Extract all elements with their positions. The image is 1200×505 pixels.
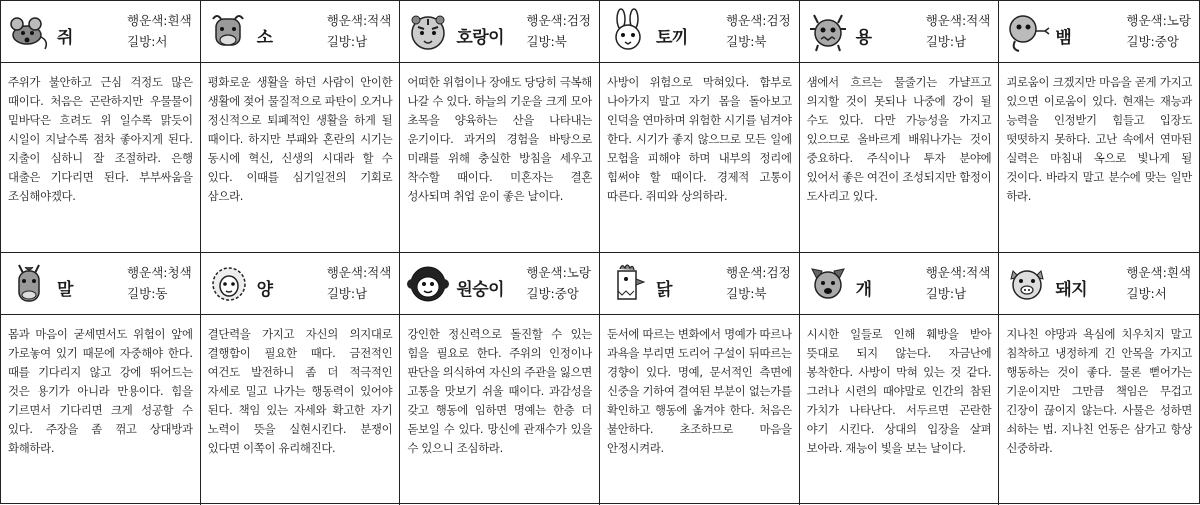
lucky-direction: 남 [355,34,368,49]
rabbit-icon [604,7,652,55]
fortune-text: 결단력을 가지고 자신의 의지대로 결행함이 필요한 때다. 금전적인 여건도 발전하니 좀 더 적극적인 자세로 밀고 나가는 행동력이 있어야 된다. 책임 있는 자세와 확고한 자기 노력이 뜻을 실현시킨다. 분쟁이 있다면 이쪽이 유리해진다. [207,327,393,455]
lucky-direction: 남 [355,286,368,301]
zodiac-card-rabbit [600,1,800,253]
zodiac-card-dragon [800,1,1000,253]
dog-icon [804,259,852,307]
luck-info: 행운색:검정 길방:북 [526,13,591,49]
luck-info: 행운색:적색 길방:남 [925,13,991,49]
animal-name: 용 [855,28,872,48]
animal-name: 원숭이 [456,280,505,300]
zodiac-card-rat [1,1,201,253]
animal-name: 호랑이 [456,28,505,48]
fortune-text: 둔서에 따르는 변화에서 명예가 따르나 과욕을 부리면 도리어 구설이 뒤따르는 경향이 있다. 명예, 문서적인 측면에 신중을 기하여 결여된 부분이 없는가를 확인하고 행동에 옮겨야 한다. 처음은 불안하다. 초조하므로 마음을 안정시켜라. [607,327,792,455]
animal-name: 돼지 [1055,280,1088,300]
fortune-text: 사방이 위험으로 막혀있다. 함부로 나아가지 말고 자기 몸을 돌아보고 인덕을 연마하며 위험한 시기를 넘겨야 한다. 시기가 좋지 않으므로 모든 일에 모험을 피해야 하며 내부의 정리에 힘써야 할 때이다. 경제적 고통이 따른다. 쥐띠와 상의하라. [607,75,792,203]
monkey-icon [404,259,452,307]
animal-name: 닭 [656,280,672,300]
zodiac-card-dog [800,253,1000,505]
sheep-icon [205,259,253,307]
lucky-direction: 서 [155,34,168,49]
card-header [800,1,999,63]
zodiac-card-ox [201,1,401,253]
card-header [999,1,1199,63]
luck-info: 행운색:흰색 길방:서 [127,13,192,49]
fortune-text: 강인한 정신력으로 돌진할 수 있는 힘을 필요로 한다. 주위의 인정이나 판단을 의식하여 자신의 주관을 잃으면 고통을 맛보기 쉬울 때이다. 과감성을 갖고 행동에 임하면 명예는 한층 더 돋보일 수 있다. 망신에 관재수가 있을 수 있으니 조심하라. [407,327,592,455]
lucky-direction: 중앙 [554,286,579,301]
luck-info: 행운색:노랑 길방:중앙 [526,265,591,301]
card-header [600,1,799,63]
lucky-direction: 북 [754,286,767,301]
lucky-color: 노랑 [566,265,591,280]
card-header [1,1,200,63]
card-header [201,1,400,63]
snake-icon [1003,7,1051,55]
zodiac-card-monkey [400,253,600,505]
card-header [201,253,400,315]
lucky-direction: 서 [1154,286,1167,301]
card-header [800,253,999,315]
luck-info: 행운색:적색 길방:남 [326,13,392,49]
ox-icon [205,7,253,55]
pig-icon [1003,259,1051,307]
zodiac-card-horse [1,253,201,505]
animal-name: 말 [57,280,73,300]
fortune-text: 어떠한 위험이나 장애도 당당히 극복해 나갈 수 있다. 하늘의 기운을 크게 모아 초목을 양육하는 산을 나타내는 운기이다. 과거의 경험을 바탕으로 미래를 위해 충실한 방침을 세우고 착수할 때이다. 미혼자는 결혼 성사되며 취업 운이 좋은 날이다. [407,75,592,203]
lucky-color: 검정 [766,13,791,28]
rooster-icon [604,259,652,307]
card-header [400,253,599,315]
animal-name: 쥐 [57,28,73,48]
fortune-text: 시시한 일들로 인해 훼방을 받아 뜻대로 되지 않는다. 자금난에 봉착한다. 사방이 막혀 있는 것 같다. 그러나 시련의 때야말로 인간의 참된 가치가 나타난다. 서두르면 곤란한 야기 시킨다. 상대의 입장을 살펴 보아라. 재능이 빛을 보는 날이다. [806,327,992,455]
card-header [600,253,799,315]
lucky-color: 검정 [766,265,791,280]
lucky-direction: 북 [554,34,567,49]
lucky-color: 적색 [966,265,991,280]
fortune-text: 샘에서 흐르는 물줄기는 가냘프고 의지할 것이 못되나 나중에 강이 될 수도 있다. 다만 가능성을 가지고 있으므로 올바르게 배워나가는 것이 중요하다. 주식이나 투자 분야에 있어서 좋은 여건이 조성되지만 함정이 도사리고 있다. [806,75,992,203]
luck-info: 행운색:청색 길방:동 [127,265,192,301]
zodiac-card-sheep [201,253,401,505]
zodiac-card-rooster [600,253,800,505]
animal-name: 뱀 [1055,28,1072,48]
luck-info: 행운색:적색 길방:남 [326,265,392,301]
lucky-direction: 중앙 [1154,34,1179,49]
lucky-direction: 북 [754,34,767,49]
lucky-color: 적색 [367,265,392,280]
luck-info: 행운색:노랑 길방:중앙 [1126,13,1191,49]
zodiac-card-pig [999,253,1199,505]
horse-icon [5,259,53,307]
lucky-color: 노랑 [1166,13,1191,28]
tiger-icon [404,7,452,55]
luck-info: 행운색:검정 길방:북 [726,265,791,301]
lucky-color: 검정 [566,13,591,28]
fortune-text: 주위가 불안하고 근심 걱정도 많은 때이다. 처음은 곤란하지만 우물물이 밑바닥은 흐려도 위 일수록 맑듯이 시일이 지날수록 점차 좋아지게 된다. 지출이 심하니 잘 조절하라. 은행 대출은 기다리면 된다. 부부싸움을 조심해야겠다. [8,75,193,203]
lucky-color: 적색 [367,13,392,28]
card-header [1,253,200,315]
lucky-color: 적색 [966,13,991,28]
luck-info: 행운색:검정 길방:북 [726,13,791,49]
lucky-color: 흰색 [167,13,192,28]
fortune-text: 괴로움이 크겠지만 마음을 곧게 가지고 있으면 이로움이 있다. 현재는 재능과 능력을 인정받기 힘들고 입장도 떳떳하지 못하다. 고난 속에서 연마된 실력은 마침내 옥으로 빛나게 될 것이다. 바라지 말고 분수에 맞는 일만 하라. [1006,75,1192,203]
zodiac-card-tiger [400,1,600,253]
fortune-text: 지나친 야망과 욕심에 치우치지 말고 침착하고 냉정하게 긴 안목을 가지고 행동하는 것이 좋다. 물론 뻗어가는 기운이지만 그만큼 책임은 무겁고 긴장이 끊이지 않는다. 사물은 성하면 쇠하는 법. 지나친 언동은 삼가고 항상 신중하라. [1006,327,1192,455]
animal-name: 양 [256,280,273,300]
card-header [999,253,1199,315]
dragon-icon [804,7,852,55]
fortune-text: 몸과 마음이 굳세면서도 위험이 앞에 가로놓여 있기 때문에 자중해야 한다. 때를 기다리지 않고 강에 뛰어드는 것은 용기가 아니라 만용이다. 힘을 기르면서 기다리면 크게 성공할 수 있다. 주장을 좀 꺾고 상대방과 화해하라. [8,327,193,455]
animal-name: 토끼 [656,28,688,48]
lucky-direction: 남 [954,34,967,49]
luck-info: 행운색:적색 길방:남 [925,265,991,301]
luck-info: 행운색:흰색 길방:서 [1126,265,1191,301]
lucky-direction: 동 [155,286,168,301]
zodiac-card-snake [999,1,1199,253]
card-header [400,1,599,63]
animal-name: 개 [855,280,872,300]
lucky-color: 청색 [167,265,192,280]
lucky-direction: 남 [954,286,967,301]
lucky-color: 흰색 [1166,265,1191,280]
animal-name: 소 [256,28,273,48]
rat-icon [5,7,53,55]
fortune-text: 평화로운 생활을 하던 사람이 안이한 생활에 젖어 물질적으로 파탄이 오거나 정신적으로 퇴폐적인 생활을 하게 될 때이다. 하지만 부패와 혼란의 시기는 동시에 혁신, 신생의 시대라 할 수 있다. 이때를 심기일전의 기회로 삼으라. [207,75,393,203]
